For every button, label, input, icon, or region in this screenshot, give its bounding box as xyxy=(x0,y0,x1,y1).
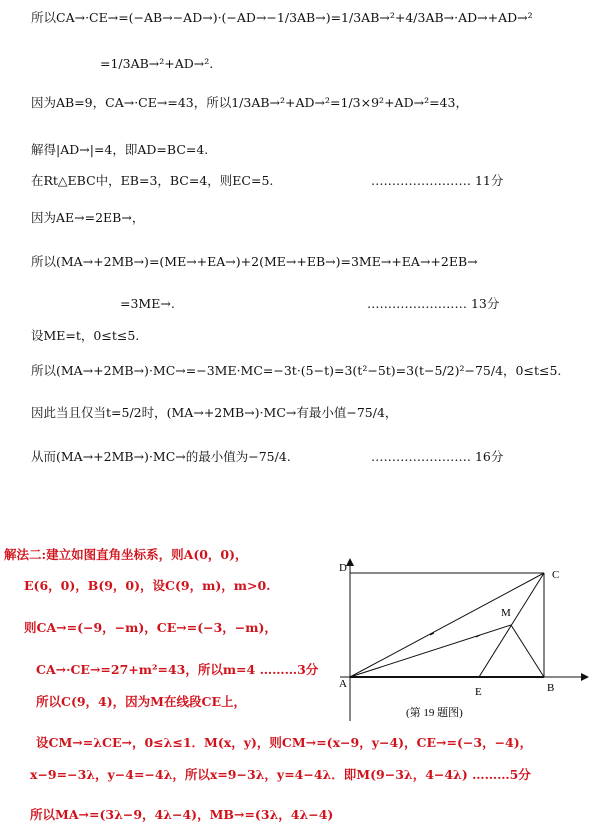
segment-MB xyxy=(511,625,544,677)
solution1-line-4: 解得|AD→|=4，即AD=BC=4. xyxy=(31,142,209,157)
label-A: A xyxy=(339,678,347,690)
solution2-line-1: 解法二:建立如图直角坐标系，则A(0，0)， xyxy=(4,547,248,562)
solution1-line-8: =3ME→. xyxy=(120,296,175,311)
label-E: E xyxy=(475,686,482,698)
solution1-line-7: 所以(MA→+2MB→)=(ME→+EA→)+2(ME→+EB→)=3ME→+EA→+2EB→ xyxy=(31,254,478,269)
solution1-line-10: 所以(MA→+2MB→)·MC→=−3ME·MC=−3t·(5−t)=3(t²−5t)=3(t−5/2)²−75/4，0≤t≤5. xyxy=(31,363,562,378)
label-M: M xyxy=(501,607,511,619)
solution2-line-3: 则CA→=(−9，−m)，CE→=(−3，−m)， xyxy=(24,620,277,635)
solution2-line-4: CA→·CE→=27+m²=43，所以m=4 ………3分 xyxy=(36,662,319,677)
segment-AC xyxy=(350,573,544,677)
solution1-line-1: 所以CA→·CE→=(−AB→−AD→)·(−AD→−1/3AB→)=1/3AB→²+4/3AB→·AD→+AD→² xyxy=(31,10,533,25)
solution1-line-12: 从而(MA→+2MB→)·MC→的最小值为−75/4. xyxy=(31,449,291,464)
score-13: …………………… 13分 xyxy=(367,296,500,311)
solution2-line-8: 所以MA→=(3λ−9，4λ−4)，MB→=(3λ，4λ−4) xyxy=(30,807,334,822)
figure-caption: (第 19 题图) xyxy=(406,707,463,719)
label-B: B xyxy=(547,682,555,694)
score-11: …………………… 11分 xyxy=(371,173,504,188)
solution1-line-6: 因为AE→=2EB→， xyxy=(31,210,145,225)
solution1-line-11: 因此当且仅当t=5/2时，(MA→+2MB→)·MC→有最小值−75/4， xyxy=(31,405,398,420)
solution1-line-9: 设ME=t，0≤t≤5. xyxy=(31,328,140,343)
solution1-line-3: 因为AB=9，CA→·CE→=43，所以1/3AB→²+AD→²=1/3×9²+AD→²=43， xyxy=(31,95,468,110)
solution2-line-2: E(6，0)，B(9，0)，设C(9，m)，m>0. xyxy=(24,578,271,593)
solution2-line-5: 所以C(9，4)，因为M在线段CE上， xyxy=(36,694,246,709)
label-C: C xyxy=(552,569,560,581)
geometry-figure xyxy=(318,553,590,723)
solution2-line-7: x−9=−3λ，y−4=−4λ，所以x=9−3λ，y=4−4λ．即M(9−3λ，4−4λ) ………5分 xyxy=(30,767,531,782)
score-16: …………………… 16分 xyxy=(371,449,504,464)
solution1-line-5: 在Rt△EBC中，EB=3，BC=4，则EC=5. xyxy=(31,173,274,188)
solution1-line-2: =1/3AB→²+AD→². xyxy=(100,56,214,71)
solution2-line-6: 设CM→=λCE→，0≤λ≤1．M(x，y)，则CM→=(x−9，y−4)，CE→=(−3，−4)， xyxy=(36,735,533,750)
segment-AM xyxy=(350,625,511,677)
label-D: D xyxy=(339,562,347,574)
